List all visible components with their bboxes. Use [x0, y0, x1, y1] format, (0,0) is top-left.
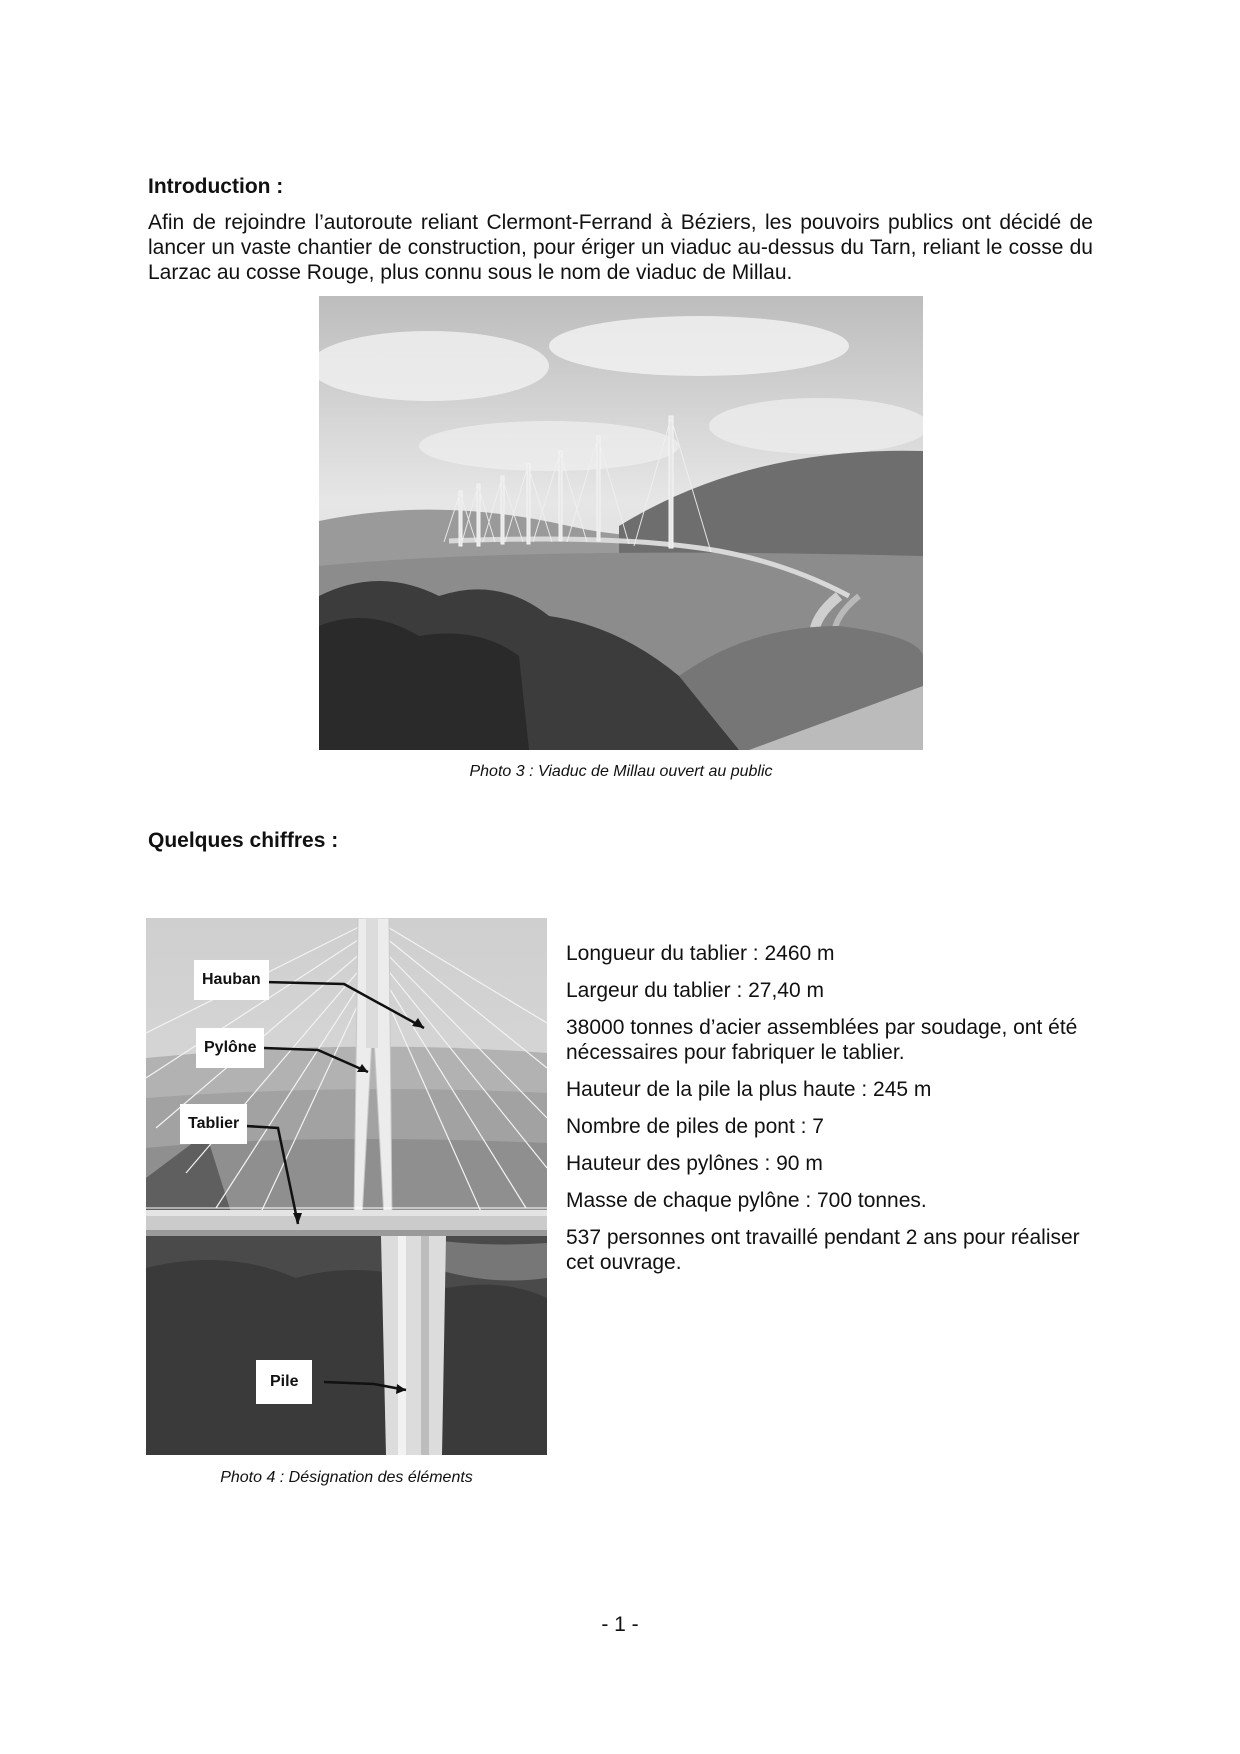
fact-item: Hauteur des pylônes : 90 m: [566, 1152, 823, 1175]
label-hauban: Hauban: [194, 960, 269, 1000]
fact-item: 38000 tonnes d’acier assemblées par soudage, ont été nécessaires pour fabriquer le tablier.: [566, 1016, 1078, 1064]
figures-heading: Quelques chiffres :: [148, 829, 339, 852]
label-pylone: Pylône: [196, 1028, 264, 1068]
label-tablier: Tablier: [180, 1104, 247, 1144]
photo3-caption: Photo 3 : Viaduc de Millau ouvert au public: [469, 763, 773, 780]
label-pile: Pile: [256, 1360, 312, 1404]
introduction-paragraph: Afin de rejoindre l’autoroute reliant Clermont-Ferrand à Béziers, les pouvoirs publics ont décidé de lancer un vaste chantier de construction, pour ériger un viaduc au-dessus du Tarn, reliant le cosse du Larzac au cosse Rouge, plus connu sous le nom de viaduc de Millau.: [148, 211, 1093, 284]
facts-list: [566, 941, 1106, 1287]
fact-item: Masse de chaque pylône : 700 tonnes.: [566, 1189, 927, 1212]
photo4-caption: Photo 4 : Désignation des éléments: [220, 1469, 473, 1486]
photo-viaduc-millau: [319, 296, 923, 750]
page-number: - 1 -: [601, 1613, 639, 1636]
fact-item: Hauteur de la pile la plus haute : 245 m: [566, 1078, 932, 1101]
fact-item: Largeur du tablier : 27,40 m: [566, 979, 824, 1002]
fact-item: 537 personnes ont travaillé pendant 2 ans pour réaliser cet ouvrage.: [566, 1226, 1080, 1274]
fact-item: Longueur du tablier : 2460 m: [566, 942, 835, 965]
fact-item: Nombre de piles de pont : 7: [566, 1115, 824, 1138]
photo-designation-elements: [146, 918, 547, 1455]
introduction-heading: Introduction :: [148, 175, 284, 198]
